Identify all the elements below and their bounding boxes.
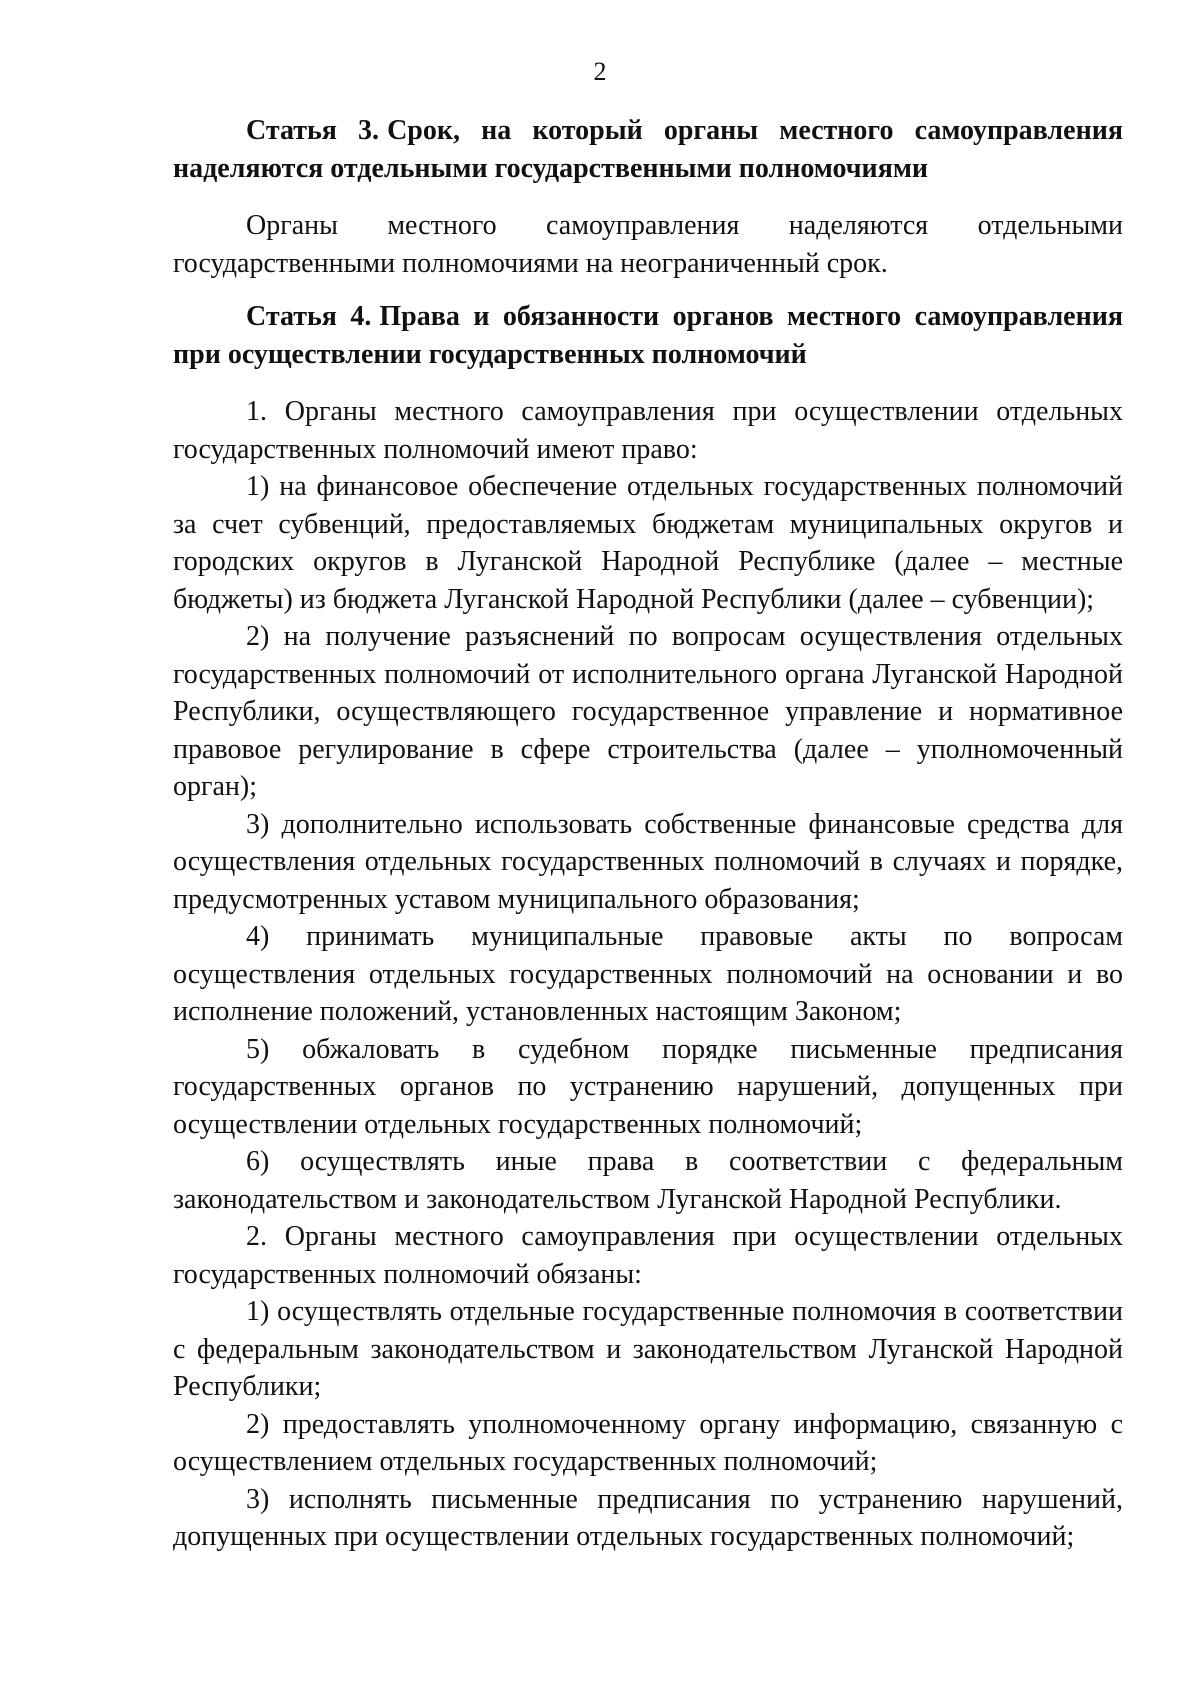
article-4-paragraph: 3) дополнительно использовать собственные финансовые средства для осуществления отдельных государственных полномочий в случаях и порядке, предусмотренных уставом муниципального образования; <box>173 808 1123 915</box>
article-4-paragraph: 5) обжаловать в судебном порядке письменные предписания государственных органов по устранению нарушений, допущенных при осуществлении отдельных государственных полномочий; <box>173 1033 1123 1140</box>
article-4-paragraph: 2) предоставлять уполномоченному органу информацию, связанную с осуществлением отдельных государственных полномочий; <box>173 1408 1123 1477</box>
document-body <box>173 112 1123 1556</box>
article-4-number: Статья 4. <box>246 301 372 332</box>
article-3-paragraph: Органы местного самоуправления наделяются отдельными государственными полномочиями на неограниченный срок. <box>173 210 1123 279</box>
page-number: 2 <box>593 57 607 86</box>
article-4-heading <box>173 298 1123 373</box>
article-4-paragraph: 1) на финансовое обеспечение отдельных государственных полномочий за счет субвенций, предоставляемых бюджетам муниципальных округов и городских округов в Луганской Народной Республике (далее – местные бюджеты) из бюджета Луганской Народной Республики (далее – субвенции); <box>173 471 1123 615</box>
article-3-heading <box>173 112 1123 187</box>
article-4-paragraph: 2) на получение разъяснений по вопросам осуществления отдельных государственных полномочий от исполнительного органа Луганской Народной Республики, осуществляющего государственное управление и нормативное правовое регулирование в сфере строительства (далее – уполномоченный орган); <box>173 621 1123 802</box>
article-4-paragraph: 1) осуществлять отдельные государственные полномочия в соответствии с федеральным законодательством и законодательством Луганской Народной Республики; <box>173 1296 1123 1402</box>
article-3-number: Статья 3. <box>246 115 380 146</box>
article-4-paragraph: 4) принимать муниципальные правовые акты по вопросам осуществления отдельных государственных полномочий на основании и во исполнение положений, установленных настоящим Законом; <box>173 921 1123 1027</box>
article-4-title: Права и обязанности органов местного самоуправления при осуществлении государственных полномочий <box>173 301 1123 370</box>
article-4-paragraph: 1. Органы местного самоуправления при осуществлении отдельных государственных полномочий имеют право: <box>173 396 1123 465</box>
article-4-paragraph: 3) исполнять письменные предписания по устранению нарушений, допущенных при осуществлении отдельных государственных полномочий; <box>173 1483 1123 1552</box>
article-4-paragraph: 6) осуществлять иные права в соответствии с федеральным законодательством и законодательством Луганской Народной Республики. <box>173 1146 1123 1215</box>
article-3-title: Срок, на который органы местного самоуправления наделяются отдельными государственными полномочиями <box>173 115 1123 184</box>
article-4-paragraph: 2. Органы местного самоуправления при осуществлении отдельных государственных полномочий обязаны: <box>173 1221 1123 1290</box>
